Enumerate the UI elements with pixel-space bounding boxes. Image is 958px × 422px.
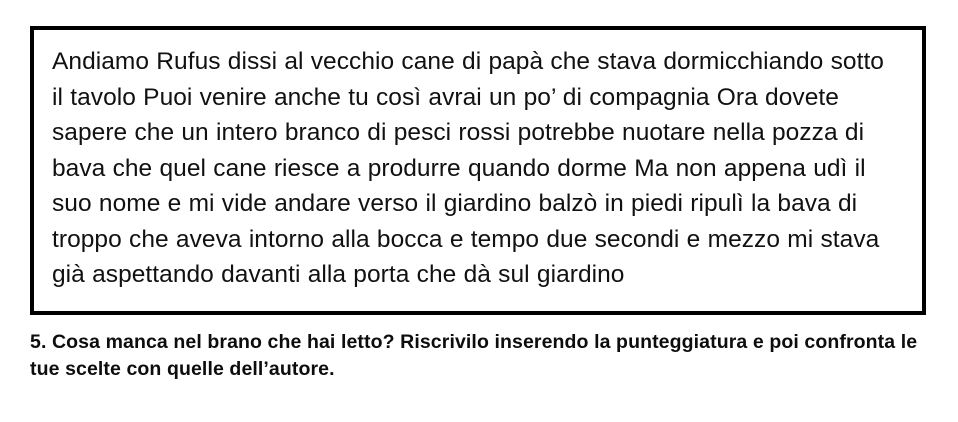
- passage-box: [30, 26, 926, 315]
- passage-text: Andiamo Rufus dissi al vecchio cane di papà che stava dormicchiando sotto il tavolo Puoi venire anche tu così avrai un po’ di compagnia Ora dovete sapere che un intero branco di pesci rossi potrebbe nuotare nella pozza di bava che quel cane riesce a produrre quando dorme Ma non appena udì il suo nome e mi vide andare verso il giardino balzò in piedi ripulì la bava di troppo che aveva intorno alla bocca e tempo due secondi e mezzo mi stava già aspettando davanti alla porta che dà sul giardino: [52, 48, 884, 288]
- question-prompt: 5. Cosa manca nel brano che hai letto? Riscrivilo inserendo la punteggiatura e poi confronta le tue scelte con quelle dell’autore.: [30, 330, 918, 380]
